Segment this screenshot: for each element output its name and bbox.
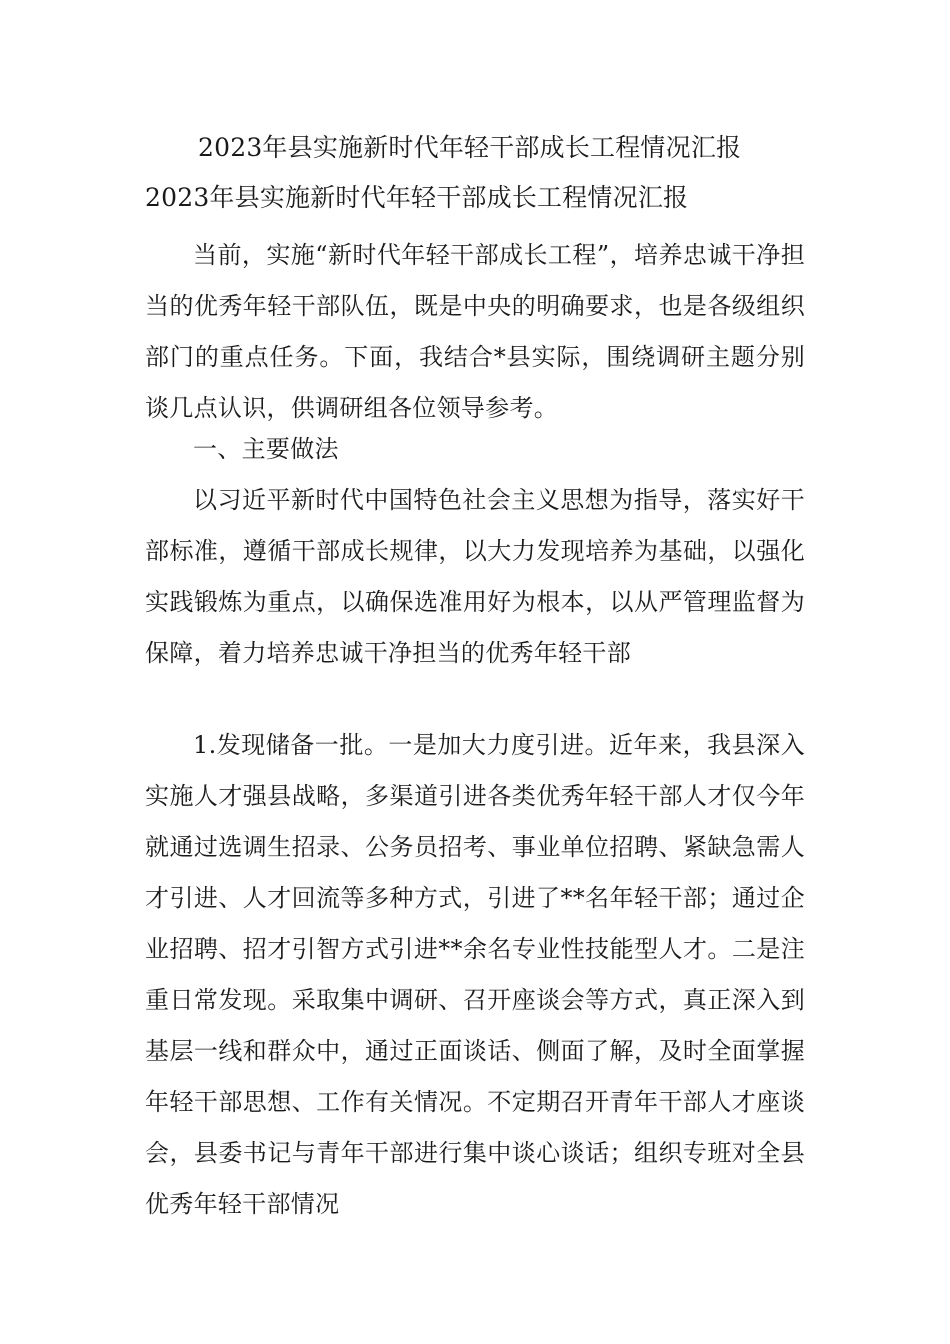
intro-paragraph: 当前，实施“新时代年轻干部成长工程”，培养忠诚干净担当的优秀年轻干部队伍，既是中央的明确要求，也是各级组织部门的重点任务。下面，我结合*县实际，围绕调研主题分别谈几点认识，供调研组各位领导参考。 (145, 241, 805, 422)
document-subtitle: 2023年县实施新时代年轻干部成长工程情况汇报 (145, 183, 689, 212)
section-heading: 一、主要做法 (193, 435, 339, 463)
subsection-1-paragraph: 1.发现储备一批。一是加大力度引进。近年来，我县深入实施人才强县战略，多渠道引进各类优秀年轻干部人才仅今年就通过选调生招录、公务员招考、事业单位招聘、紧缺急需人才引进、人才回流等多种方式，引进了**名年轻干部；通过企业招聘、招才引智方式引进**余名专业性技能型人才。二是注重日常发现。采取集中调研、召开座谈会等方式，真正深入到基层一线和群众中，通过正面谈话、侧面了解，及时全面掌握年轻干部思想、工作有关情况。不定期召开青年干部人才座谈会，县委书记与青年干部进行集中谈心谈话；组织专班对全县优秀年轻干部情况 (145, 731, 805, 1218)
main-approach-paragraph: 以习近平新时代中国特色社会主义思想为指导，落实好干部标准，遵循干部成长规律，以大力发现培养为基础，以强化实践锻炼为重点，以确保选准用好为根本，以从严管理监督为保障，着力培养忠诚干净担当的优秀年轻干部 (145, 486, 805, 667)
document-title: 2023年县实施新时代年轻干部成长工程情况汇报 (198, 133, 742, 162)
